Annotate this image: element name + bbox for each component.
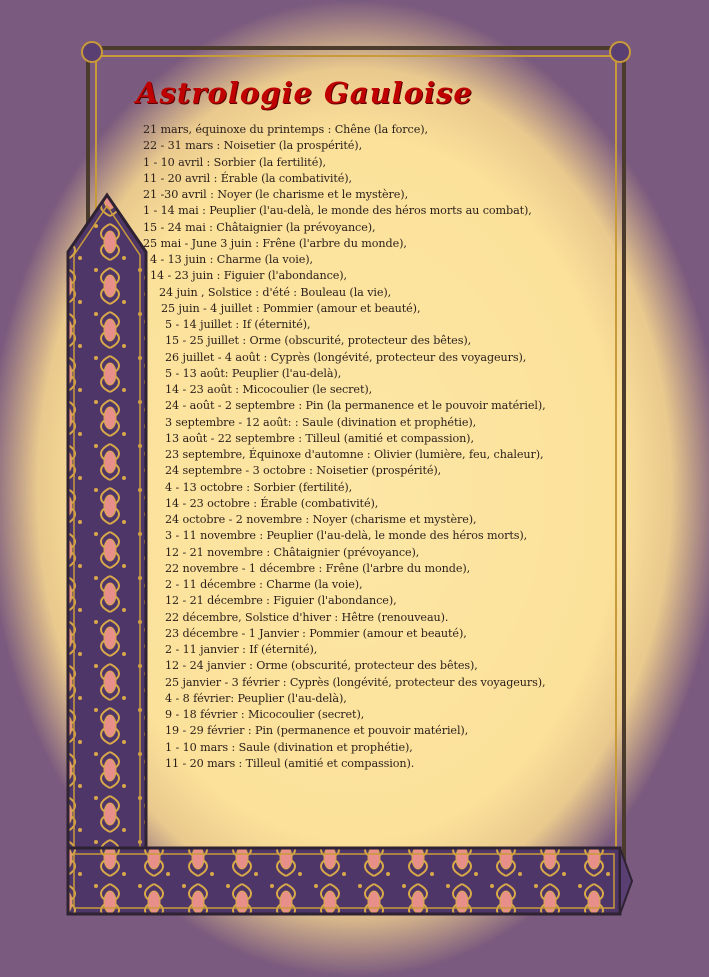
list-item: 1 - 10 avril : Sorbier (la fertilité),	[143, 155, 326, 169]
list-item: 3 septembre - 12 août: : Saule (divination et prophétie),	[165, 415, 477, 429]
list-item: 24 octobre - 2 novembre : Noyer (charisme et mystère),	[165, 513, 477, 526]
list-item: 23 septembre, Équinoxe d'automne : Olivier (lumière, feu, chaleur),	[165, 448, 544, 461]
list-item: 25 mai - June 3 juin : Frêne (l'arbre du monde),	[143, 236, 407, 250]
list-item: 14 - 23 juin : Figuier (l'abondance),	[150, 269, 348, 283]
list-item: 26 juillet - 4 août : Cyprès (longévité, protecteur des voyageurs),	[165, 350, 527, 364]
list-item: 2 - 11 janvier : If (éternité),	[165, 643, 318, 656]
list-item: 9 - 18 février : Micocoulier (secret),	[165, 708, 365, 721]
list-item: 19 - 29 février : Pin (permanence et pouvoir matériel),	[165, 724, 469, 738]
list-item: 5 - 13 août: Peuplier (l'au-delà),	[165, 366, 342, 380]
list-item: 15 - 24 mai : Châtaignier (la prévoyance),	[143, 220, 376, 234]
page-title: Astrologie Gauloise	[136, 76, 473, 110]
list-item: 22 novembre - 1 décembre : Frêne (l'arbre du monde),	[165, 561, 471, 575]
list-item: 3 - 11 novembre : Peuplier (l'au-delà, le monde des héros morts),	[165, 529, 528, 543]
list-item: 4 - 13 juin : Charme (la voie),	[150, 253, 313, 266]
list-item: 11 - 20 mars : Tilleul (amitié et compassion).	[165, 756, 415, 770]
list-item: 22 décembre, Solstice d'hiver : Hêtre (renouveau).	[165, 610, 449, 624]
list-item: 25 janvier - 3 février : Cyprès (longévité, protecteur des voyageurs),	[165, 675, 546, 689]
list-item: 22 - 31 mars : Noisetier (la prospérité),	[143, 139, 363, 153]
list-item: 12 - 21 décembre : Figuier (l'abondance),	[165, 594, 397, 608]
list-item: 13 août - 22 septembre : Tilleul (amitié et compassion),	[165, 431, 474, 445]
list-item: 12 - 21 novembre : Châtaignier (prévoyance),	[165, 545, 420, 559]
list-item: 15 - 25 juillet : Orme (obscurité, protecteur des bêtes),	[165, 334, 472, 348]
list-item: 24 - août - 2 septembre : Pin (la permanence et le pouvoir matériel),	[165, 399, 546, 413]
list-item: 11 - 20 avril : Érable (la combativité),	[143, 171, 353, 185]
list-item: 14 - 23 août : Micocoulier (le secret),	[165, 383, 373, 396]
list-item: 4 - 8 février: Peuplier (l'au-delà),	[165, 691, 347, 705]
list-item: 14 - 23 octobre : Érable (combativité),	[165, 496, 379, 510]
list-item: 5 - 14 juillet : If (éternité),	[165, 318, 311, 331]
list-item: 1 - 10 mars : Saule (divination et prophétie),	[165, 740, 413, 754]
list-item: 1 - 14 mai : Peuplier (l'au-delà, le monde des héros morts au combat),	[143, 204, 532, 218]
list-item: 21 mars, équinoxe du printemps : Chêne (la force),	[143, 123, 428, 136]
list-item: 24 septembre - 3 octobre : Noisetier (prospérité),	[165, 464, 442, 478]
list-item: 24 juin , Solstice : d'été : Bouleau (la vie),	[159, 285, 392, 299]
list-item: 21 -30 avril : Noyer (le charisme et le mystère),	[143, 188, 409, 201]
list-item: 2 - 11 décembre : Charme (la voie),	[165, 578, 363, 591]
list-item: 12 - 24 janvier : Orme (obscurité, protecteur des bêtes),	[165, 659, 478, 673]
list-item: 4 - 13 octobre : Sorbier (fertilité),	[165, 480, 353, 494]
list-item: 25 juin - 4 juillet : Pommier (amour et beauté),	[161, 301, 421, 315]
list-item: 23 décembre - 1 Janvier : Pommier (amour et beauté),	[165, 626, 467, 640]
